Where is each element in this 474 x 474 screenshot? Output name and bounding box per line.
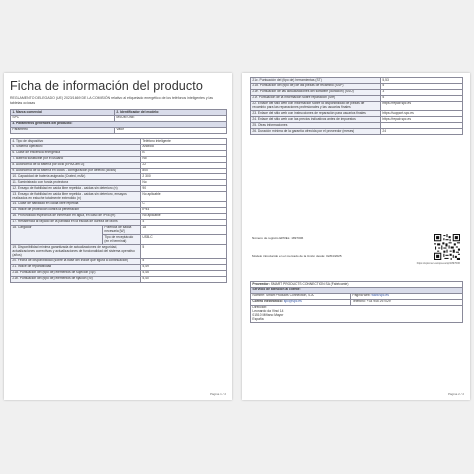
param-label: 21b. Puntuación del (tipo de) elementos de fijación (Sf) — [11, 276, 141, 282]
param-label: 21f. Puntuación de la información sobre reparación (Sre) — [251, 95, 381, 101]
param-value: B — [141, 150, 227, 156]
param-value: IP44 — [141, 207, 227, 213]
market-date: Modelo introducido en el mercado de la Unión desde: 02/04/2025 — [252, 254, 342, 258]
qr-code-icon[interactable] — [434, 234, 460, 260]
document-page-1 — [4, 73, 232, 400]
param-value: Teléfono inteligente — [141, 139, 227, 145]
param-label: 20. Fecha de disponibilidad (sobre la base del índice que figura a continuación) — [11, 258, 141, 264]
param-value: 2 300 — [141, 174, 227, 180]
model-value: MSUM ONE — [115, 115, 227, 121]
param-label: 17. Resistencia al rayado de la pantalla en la escala de dureza de Mohs — [11, 219, 141, 225]
email-link[interactable]: spc@spc.es — [283, 299, 302, 304]
address-line: España — [252, 316, 264, 321]
column-header: Parámetro — [11, 127, 115, 133]
customer-service-header: Servicio de atención al cliente: — [251, 287, 463, 293]
param-value: No — [141, 180, 227, 186]
param-label: 26. Duración mínima de la garantía ofrecida por el proveedor (meses) — [251, 129, 381, 135]
param-label: 11. Suministrado con funda protectora — [11, 180, 141, 186]
param-label: 9. Autonomía de la batería en ciclos - configuración por defecto (ciclos) — [11, 168, 141, 174]
param-label: 13. Ensayo de fiabilidad en caída libre repetida - caídas sin deterioro, ensayos realizados en estuche totalmente extendido (n) — [11, 192, 141, 202]
charger-label: 18. Cargador — [11, 225, 103, 245]
param-label: 10. Capacidad de batería asignada (Crated, mAh) — [11, 174, 141, 180]
table-row — [11, 276, 227, 282]
provider-value: SMART PRODUCTS CONNECTION SA (Fabricante) — [270, 281, 349, 286]
page-number: Página 1 / 2 — [209, 392, 226, 396]
param-label: 21e. Puntuación de las actualizaciones del software (duración) (SSU) — [251, 89, 381, 95]
param-value: No aplicable — [141, 192, 227, 202]
table-row — [251, 101, 463, 111]
charger-sub-value: USB-C — [141, 235, 227, 245]
param-value: 3 — [381, 89, 463, 95]
param-label: 16. Profundidad específica de inmersión en agua, en caso de IPx8 (m) — [11, 213, 141, 219]
address-line: 01510 Miñano Mayor — [252, 312, 284, 317]
param-label: 6. Clase de eficiencia energética — [11, 150, 141, 156]
web-link[interactable]: www.spc.es — [371, 293, 389, 298]
name-value: Smart Products Connection, S.A. — [265, 293, 315, 298]
param-label: 14. Clase de fiabilidad en caída libre repetida — [11, 201, 141, 207]
param-value: 90 — [141, 186, 227, 192]
param-value: 5,40 — [141, 276, 227, 282]
address-label: Dirección: — [252, 305, 268, 310]
param-label: 24. Enlace del sitio web con las precios indicativos antes de impuestos — [251, 117, 381, 123]
provider-table — [250, 281, 463, 323]
param-value: 5 — [141, 245, 227, 259]
web-label: Página web: — [352, 293, 371, 298]
regulation-subtitle: REGLAMENTO DELEGADO (UE) 2023/1669 DE LA COMISIÓN relativo al etiquetado energético de los teléfonos inteligentes y las tabletas ociosas — [10, 96, 214, 105]
param-value: 5 — [141, 258, 227, 264]
address-line: Leonardo da Vinci 14 — [252, 309, 284, 314]
param-value: 5,49 — [141, 264, 227, 270]
column-header: Valor — [115, 127, 227, 133]
charger-sub-label: Potencia de salida necesaria [W] — [103, 225, 141, 235]
param-label: 21a. Puntuación del (tipo de) elementos de sujeción (Sp) — [11, 270, 141, 276]
address-cell — [251, 305, 463, 323]
param-label: 21c. Puntuación del (tipo de) herramientas (ST) — [251, 78, 381, 84]
provider-label: Proveedor: — [252, 281, 270, 286]
name-label: Nombre: — [252, 293, 266, 298]
charger-sub-label: Tipo de receptáculo (en el terminal) — [103, 235, 141, 245]
link-prices[interactable]: https://repair.spc.es — [381, 117, 463, 123]
table-row — [11, 127, 227, 133]
parameters-table — [10, 138, 227, 283]
param-label: 7. Batería sustituible por el usuario — [11, 156, 141, 162]
param-value: 800 — [141, 168, 227, 174]
param-value: No — [141, 156, 227, 162]
param-label: 15. Índice de protección contra la penetración — [11, 207, 141, 213]
param-label: 21. Índice de reparabilidad — [11, 264, 141, 270]
eprel-registration — [250, 232, 462, 278]
param-label: 5. Sistema operativo — [11, 144, 141, 150]
param-value: 5 — [381, 83, 463, 89]
param-value: 24 — [381, 129, 463, 135]
charger-sub-value: 18 — [141, 225, 227, 235]
param-value: No aplicable — [141, 213, 227, 219]
param-label: 25. Otras informaciones — [251, 123, 381, 129]
table-row — [11, 245, 227, 259]
phone-label: Teléfono: — [352, 299, 366, 304]
param-label: 12. Ensayo de fiabilidad en caída libre repetida - caídas sin deterioro (n) — [11, 186, 141, 192]
link-spare-parts[interactable]: https://repair.spc.es — [381, 101, 463, 111]
section-header: 3. Parámetros generales del producto: — [11, 121, 227, 127]
table-row — [11, 225, 227, 235]
document-page-2 — [242, 73, 470, 400]
param-value: 5,53 — [381, 78, 463, 84]
param-label: 22. Enlace del sitio web con información sobre la disponibilidad de piezas de recambio para las reparaciones profesionales y las usuarios finales — [251, 101, 381, 111]
eprel-number: Número de registro EPREL: 1897006 — [252, 236, 304, 240]
param-value: 5,45 — [141, 270, 227, 276]
param-label: 4. Tipo de dispositivo — [11, 139, 141, 145]
document-title: Ficha de información del producto — [10, 79, 204, 93]
brand-label: 1. Marca comercial — [11, 110, 115, 116]
parameters-table-continued — [250, 77, 463, 135]
brand-value: SPC — [11, 115, 115, 121]
param-label: 23. Enlace del sitio web con instrucciones de reparación para usuarios finales — [251, 111, 381, 117]
table-row — [11, 192, 227, 202]
param-value: C — [141, 201, 227, 207]
table-row — [251, 305, 463, 323]
param-label: 19. Disponibilidad mínima garantizada de actualizaciones de seguridad, actualizaciones correctivas y actualizaciones de funcionalidad del sistema operativo (años) — [11, 245, 141, 259]
param-value: 4 — [141, 219, 227, 225]
email-label: Correo electrónico: — [252, 299, 283, 304]
param-label: 21d. Puntuación del (tipo de) de las piezas de recambio (SSP) — [251, 83, 381, 89]
link-repair-instructions[interactable]: https://support.spc.es — [381, 111, 463, 117]
page-number: Página 2 / 2 — [447, 392, 464, 396]
param-value: 5 — [381, 95, 463, 101]
table-row — [251, 129, 463, 135]
product-info-table — [10, 109, 227, 134]
param-label: 8. Autonomía de la batería por ciclo [EPA/Lam Lt] — [11, 162, 141, 168]
phone-value: +34 945 297029 — [366, 299, 391, 304]
model-label: 2. Identificador del modelo: — [115, 110, 227, 116]
qr-url[interactable]: https://eprel.ec.europa.eu/qr/1897006 — [416, 262, 460, 265]
param-value: 22 — [141, 162, 227, 168]
param-value: Android — [141, 144, 227, 150]
